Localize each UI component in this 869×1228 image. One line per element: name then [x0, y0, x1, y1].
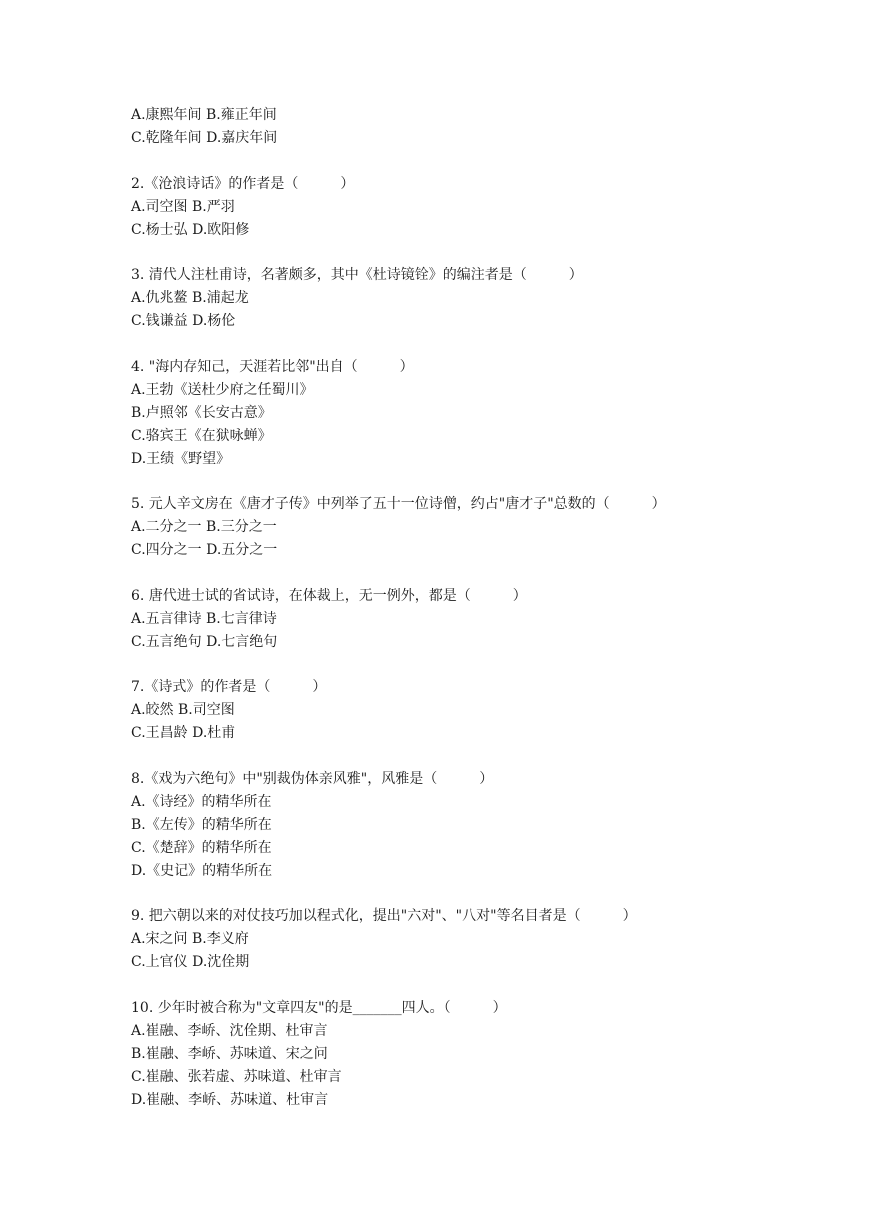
q8-option-d: D.《史记》的精华所在 — [131, 862, 273, 879]
q4-option-d: D.王绩《野望》 — [131, 450, 231, 467]
q9-options-cd: C.上官仪 D.沈佺期 — [131, 954, 250, 970]
question-6: 6. 唐代进士试的省试诗，在体裁上，无一例外，都是（ ） — [131, 587, 527, 604]
question-4: 4. "海内存知己，天涯若比邻"出自（ ） — [131, 358, 414, 375]
q1-options-ab: A.康熙年间 B.雍正年间 — [131, 107, 277, 123]
spacer — [131, 150, 831, 173]
q1-options-cd: C.乾隆年间 D.嘉庆年间 — [131, 130, 278, 146]
q9-options-ab: A.宋之问 B.李义府 — [131, 931, 249, 947]
spacer — [131, 745, 831, 768]
q10-option-c: C.崔融、张若虚、苏味道、杜审言 — [131, 1068, 342, 1085]
question-10: 10. 少年时被合称为"文章四友"的是_______四人。（ ） — [131, 999, 507, 1016]
q7-options-cd: C.王昌龄 D.杜甫 — [131, 725, 236, 741]
q5-options-cd: C.四分之一 D.五分之一 — [131, 542, 278, 558]
question-2: 2.《沧浪诗话》的作者是（ ） — [131, 175, 355, 192]
q2-options-ab: A.司空图 B.严羽 — [131, 198, 235, 215]
question-8: 8.《戏为六绝句》中"别裁伪体亲风雅"，风雅是（ ） — [131, 770, 494, 787]
spacer — [131, 562, 831, 585]
spacer — [131, 654, 831, 677]
spacer — [131, 333, 831, 356]
q3-options-ab: A.仇兆鳌 B.浦起龙 — [131, 290, 249, 306]
q4-option-a: A.王勃《送杜少府之任蜀川》 — [131, 381, 314, 398]
spacer — [131, 974, 831, 997]
spacer — [131, 471, 831, 494]
q10-option-d: D.崔融、李峤、苏味道、杜审言 — [131, 1091, 329, 1108]
q8-option-c: C.《楚辞》的精华所在 — [131, 839, 272, 856]
document-body — [131, 104, 831, 1112]
question-3: 3. 清代人注杜甫诗，名著颇多，其中《杜诗镜铨》的编注者是（ ） — [131, 267, 583, 283]
question-9: 9. 把六朝以来的对仗技巧加以程式化，提出"六对"、"八对"等名目者是（ ） — [131, 908, 637, 924]
q8-option-b: B.《左传》的精华所在 — [131, 816, 272, 833]
spacer — [131, 242, 831, 265]
question-7: 7.《诗式》的作者是（ ） — [131, 679, 327, 695]
q3-options-cd: C.钱谦益 D.杨伦 — [131, 313, 236, 329]
q10-option-a: A.崔融、李峤、沈佺期、杜审言 — [131, 1022, 328, 1039]
q2-options-cd: C.杨士弘 D.欧阳修 — [131, 221, 250, 238]
q4-option-b: B.卢照邻《长安古意》 — [131, 404, 272, 421]
q4-option-c: C.骆宾王《在狱咏蝉》 — [131, 427, 272, 444]
q10-option-b: B.崔融、李峤、苏味道、宋之问 — [131, 1045, 328, 1062]
q7-options-ab: A.皎然 B.司空图 — [131, 702, 235, 718]
q8-option-a: A.《诗经》的精华所在 — [131, 793, 272, 810]
q6-options-ab: A.五言律诗 B.七言律诗 — [131, 610, 277, 627]
q6-options-cd: C.五言绝句 D.七言绝句 — [131, 633, 278, 650]
q5-options-ab: A.二分之一 B.三分之一 — [131, 519, 277, 535]
question-5: 5. 元人辛文房在《唐才子传》中列举了五十一位诗僧，约占"唐才子"总数的（ ） — [131, 496, 666, 512]
spacer — [131, 883, 831, 906]
